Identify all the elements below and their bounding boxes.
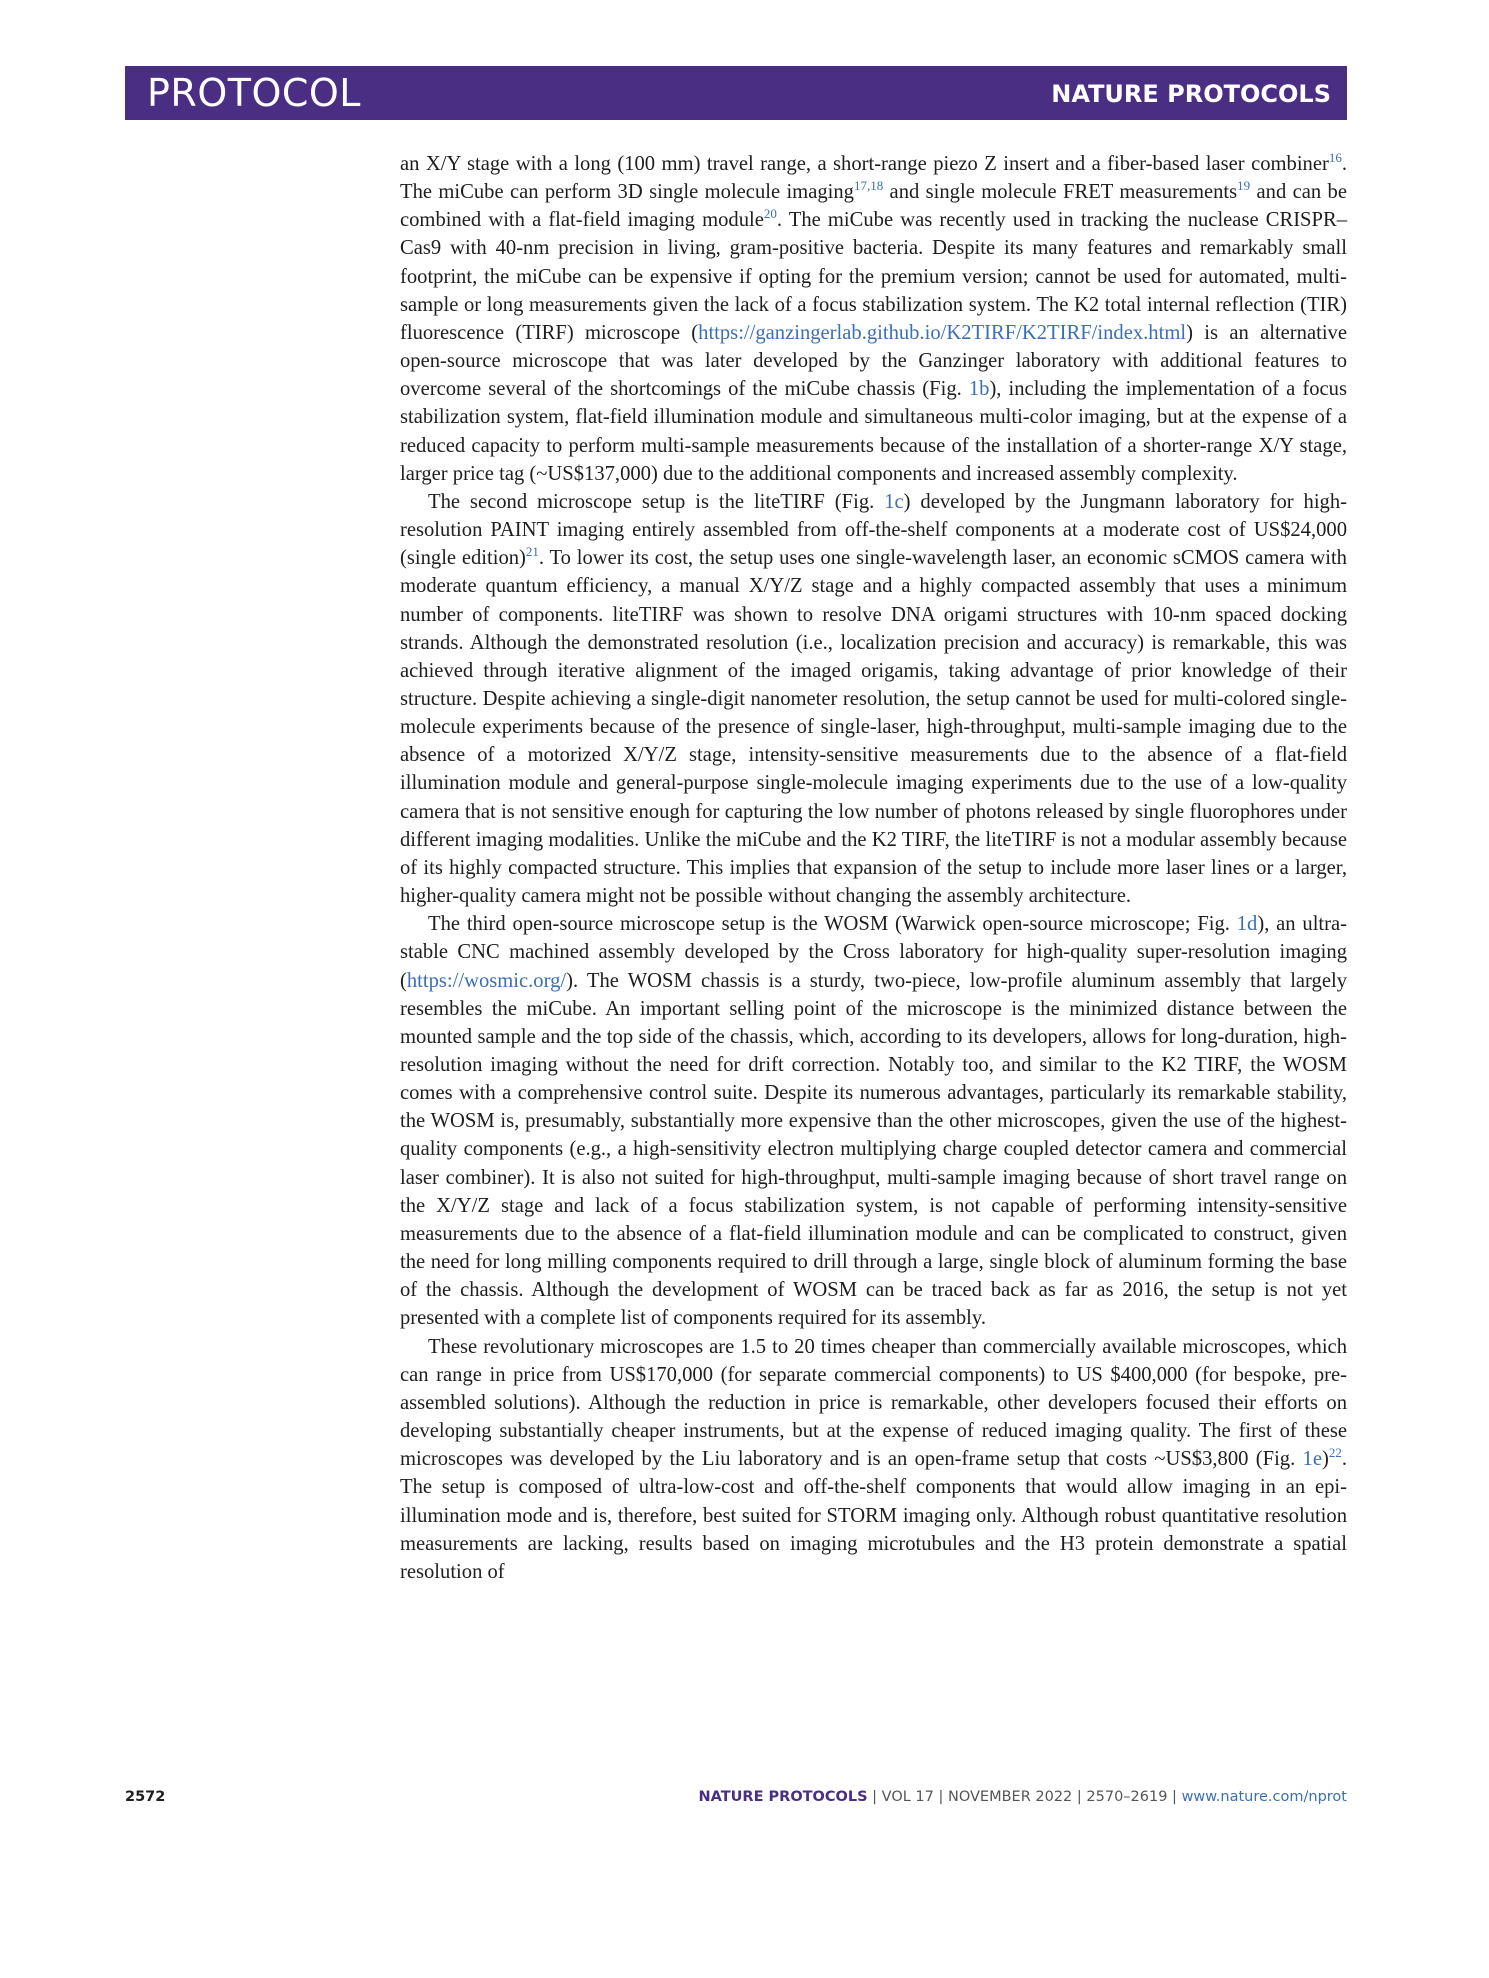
figure-link[interactable]: 1e (1302, 1448, 1322, 1471)
paragraph-4 (400, 1333, 1347, 1586)
text-run: . To lower its cost, the setup uses one single-wavelength laser, an economic sCMOS camera with moderate quantum efficiency, a manual X/Y/Z stage and a highly compacted assembly that uses a minimum number of components. liteTIRF was shown to resolve DNA origami structures with 10-nm spaced docking strands. Although the demonstrated resolution (i.e., localization precision and accuracy) is remarkable, this was achieved through iterative alignment of the imaged origamis, taking advantage of prior knowledge of their structure. Despite achieving a single-digit nanometer resolution, the setup cannot be used for multi-colored single-molecule experiments because of the presence of single-laser, high-throughput, multi-sample imaging due to the absence of a motorized X/Y/Z stage, intensity-sensitive measurements due to the absence of a flat-field illumination module and general-purpose single-molecule imaging experiments due to the use of a low-quality camera that is not sensitive enough for capturing the low number of photons released by single fluorophores under different imaging modalities. Unlike the miCube and the K2 TIRF, the liteTIRF is not a modular assembly because of its highly compacted structure. This implies that expansion of the setup to include more laser lines or a larger, higher-quality camera might not be possible without changing the assembly architecture. (400, 547, 1347, 908)
separator: | (1072, 1789, 1087, 1805)
paragraph-1 (400, 150, 1347, 488)
text-run: an X/Y stage with a long (100 mm) travel range, a short-range piezo Z insert and a fiber-based laser combiner (400, 153, 1329, 175)
footer-volume: VOL 17 (881, 1789, 934, 1805)
page-number: 2572 (125, 1789, 166, 1805)
page-footer (0, 1785, 1489, 1809)
separator: | (867, 1789, 882, 1805)
paragraph-3 (400, 910, 1347, 1332)
reference-link[interactable]: 17,18 (853, 178, 884, 194)
text-run: . The setup is composed of ultra-low-cost and off-the-shelf components that would allow imaging in an epi-illumination mode and is, therefore, best suited for STORM imaging only. Although robust quantitative resolution measurements are lacking, results based on imaging microtubules and the H3 protein demonstrate a spatial resolution of (400, 1448, 1347, 1583)
reference-link[interactable]: 19 (1237, 178, 1251, 194)
figure-link[interactable]: 1d (1236, 913, 1258, 936)
page-header-bar (125, 66, 1347, 120)
footer-url-link[interactable]: www.nature.com/nprot (1181, 1789, 1347, 1805)
separator: | (933, 1789, 948, 1805)
text-run: . The miCube can perform 3D single molecule imaging (400, 153, 1347, 204)
figure-link[interactable]: 1c (884, 490, 904, 513)
text-run: . The miCube was recently used in tracking the nuclease CRISPR–Cas9 with 40-nm precision in living, gram-positive bacteria. Despite its many features and remarkably small footprint, the miCube can be expensive if opting for the premium version; cannot be used for automated, multi-sample or long measurements given the lack of a focus stabilization system. The K2 total internal reflection (TIR) fluorescence (TIRF) microscope ( (400, 209, 1347, 344)
wosmic-url-link[interactable]: https://wosmic.org/ (406, 969, 567, 992)
text-run: and single molecule FRET measurements (883, 181, 1238, 204)
text-run: ) (1321, 1448, 1329, 1471)
figure-link[interactable]: 1b (968, 378, 990, 401)
text-run: and can be combined with a flat-field imaging module (400, 181, 1347, 232)
text-run: These revolutionary microscopes are 1.5 to 20 times cheaper than commercially available microscopes, which can range in price from US$170,000 (for separate commercial components) to US $400,000 (for bespoke, pre-assembled solutions). Although the reduction in price is remarkable, other developers focused their efforts on developing substantially cheaper instruments, but at the expense of reduced imaging quality. The first of these microscopes was developed by the Liu laboratory and is an open-frame setup that costs ~US$3,800 (Fig. (400, 1335, 1347, 1471)
reference-link[interactable]: 21 (525, 544, 539, 560)
footer-date: NOVEMBER 2022 (947, 1789, 1073, 1805)
reference-link[interactable]: 20 (763, 206, 777, 222)
footer-journal-name: NATURE PROTOCOLS (698, 1789, 868, 1805)
journal-title: NATURE PROTOCOLS (1051, 80, 1331, 108)
reference-link[interactable]: 22 (1328, 1445, 1342, 1461)
article-body (400, 150, 1347, 1586)
text-run: ), an ultra-stable CNC machined assembly developed by the Cross laboratory for high-quality super-resolution imaging ( (400, 913, 1347, 992)
text-run: ). The WOSM chassis is a sturdy, two-piece, low-profile aluminum assembly that largely resembles the miCube. An important selling point of the microscope is the minimized distance between the mounted sample and the top side of the chassis, which, according to its developers, allows for long-duration, high-resolution imaging without the need for drift correction. Notably too, and similar to the K2 TIRF, the WOSM comes with a comprehensive control suite. Despite its numerous advantages, particularly its remarkable stability, the WOSM is, presumably, substantially more expensive than the other microscopes, given the use of the highest-quality components (e.g., a high-sensitivity electron multiplying charge coupled detector camera and commercial laser combiner). It is also not suited for high-throughput, multi-sample imaging because of short travel range on the X/Y/Z stage and lack of a focus stabilization system, is not capable of performing intensity-sensitive measurements due to the absence of a flat-field illumination module and can be complicated to construct, given the need for long milling components required to drill through a large, single block of aluminum forming the base of the chassis. Although the development of WOSM can be traced back as far as 2016, the setup is not yet presented with a complete list of components required for its assembly. (400, 969, 1347, 1330)
footer-pages: 2570–2619 (1086, 1789, 1168, 1805)
text-run: ), including the implementation of a focus stabilization system, flat-field illumination module and simultaneous multi-color imaging, but at the expense of a reduced capacity to perform multi-sample measurements because of the installation of a shorter-range X/Y stage, larger price tag (~US$137,000) due to the additional components and increased assembly complexity. (400, 378, 1347, 485)
separator: | (1167, 1789, 1182, 1805)
reference-link[interactable]: 16 (1328, 150, 1342, 165)
journal-citation (699, 1785, 1347, 1809)
text-run: The third open-source microscope setup is the WOSM (Warwick open-source microscope; Fig. (428, 913, 1237, 936)
text-run: The second microscope setup is the liteTIRF (Fig. (428, 490, 885, 513)
k2tirf-url-link[interactable]: https://ganzingerlab.github.io/K2TIRF/K2TIRF/index.html (698, 321, 1187, 344)
section-label: PROTOCOL (147, 71, 361, 115)
paragraph-2 (400, 488, 1347, 910)
text-run: ) is an alternative open-source microscope that was later developed by the Ganzinger laboratory with additional features to overcome several of the shortcomings of the miCube chassis (Fig. (400, 321, 1347, 401)
text-run: ) developed by the Jungmann laboratory for high-resolution PAINT imaging entirely assembled from off-the-shelf components at a moderate cost of US$24,000 (single edition) (400, 490, 1348, 570)
